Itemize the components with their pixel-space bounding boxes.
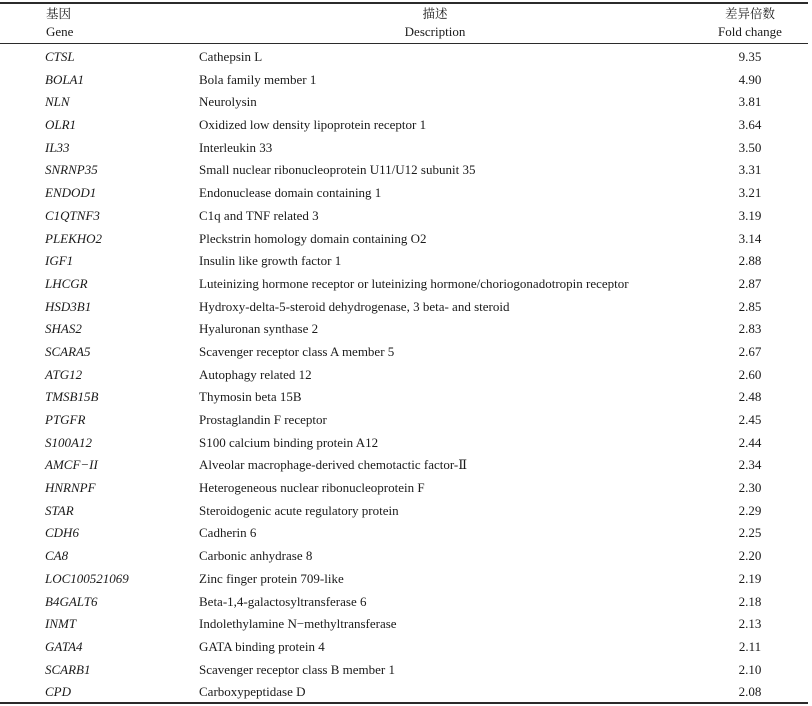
header-description-en: Description [404,24,466,39]
table-row [0,205,808,228]
gene-description: C1q and TNF related 3 [199,207,319,223]
header-fold-change [700,5,800,41]
bottom-rule [0,702,808,704]
table-row [0,545,808,568]
header-gene-zh: 基因 [46,6,72,21]
top-rule [0,2,808,4]
table-row [0,228,808,251]
gene-symbol: IL33 [45,139,70,155]
table-row [0,46,808,69]
table-row [0,273,808,296]
gene-symbol: PLEKHO2 [45,230,103,246]
gene-description: Zinc finger protein 709-like [199,570,344,586]
gene-symbol: SCARA5 [45,343,91,359]
gene-description: Scavenger receptor class A member 5 [199,343,395,359]
table-row [0,409,808,432]
gene-description: Prostaglandin F receptor [199,412,327,427]
fold-change-value: 2.20 [738,548,762,564]
gene-symbol: ATG12 [45,366,83,382]
gene-symbol: SHAS2 [45,321,82,337]
gene-symbol: INMT [45,616,77,632]
fold-change-value: 3.31 [738,162,762,178]
fold-change-value: 2.25 [738,525,762,541]
fold-change-value: 2.10 [738,661,762,677]
header-description-zh: 描述 [422,6,448,21]
gene-description: Endonuclease domain containing 1 [199,185,382,201]
gene-symbol: CPD [45,684,71,700]
fold-change-value: 2.83 [738,321,762,337]
gene-symbol: NLN [45,94,70,110]
header-gene [4,5,104,41]
table-row [0,454,808,477]
fold-change-value: 2.67 [738,343,762,359]
table-row [0,386,808,409]
table-row [0,69,808,92]
gene-symbol: GATA4 [45,638,83,654]
gene-description: S100 calcium binding protein A12 [199,434,379,450]
table-row [0,500,808,523]
table-row [0,681,808,704]
table-row [0,364,808,387]
fold-change-value: 2.87 [738,275,762,291]
fold-change-value: 2.85 [738,298,762,314]
gene-description: Alveolar macrophage-derived chemotactic factor-Ⅱ [199,457,468,473]
table-row [0,636,808,659]
gene-symbol: SCARB1 [45,661,91,677]
gene-description: Beta-1,4-galactosyltransferase 6 [199,593,367,609]
table-row [0,432,808,455]
fold-change-value: 2.34 [738,457,762,473]
fold-change-value: 2.29 [738,502,762,518]
table-row [0,477,808,500]
gene-symbol: CDH6 [45,525,79,541]
gene-description: Thymosin beta 15B [199,389,302,405]
gene-description: GATA binding protein 4 [199,638,325,654]
gene-symbol: HSD3B1 [45,298,92,314]
gene-description: Hyaluronan synthase 2 [199,321,319,337]
gene-symbol: ENDOD1 [45,185,97,201]
gene-symbol: CTSL [45,49,75,64]
fold-change-value: 3.14 [738,230,762,246]
fold-change-value: 4.90 [738,71,762,87]
table-row [0,182,808,205]
header-fold-change-zh: 差异倍数 [724,6,775,21]
header-description [300,5,570,41]
table-row [0,659,808,682]
gene-symbol: S100A12 [45,434,92,450]
table-row [0,159,808,182]
fold-change-value: 2.60 [738,366,762,382]
fold-change-value: 2.30 [738,480,762,496]
fold-change-value: 2.08 [738,684,762,700]
header-fold-change-en: Fold change [718,24,782,39]
gene-description: Autophagy related 12 [199,366,312,382]
gene-description: Interleukin 33 [199,139,273,155]
gene-description: Scavenger receptor class B member 1 [199,661,396,677]
fold-change-value: 2.88 [738,253,762,269]
gene-symbol: CA8 [45,548,69,564]
gene-symbol: BOLA1 [45,71,84,87]
gene-description: Neurolysin [199,94,257,110]
table-row [0,114,808,137]
table-row [0,568,808,591]
fold-change-value: 2.13 [738,616,762,632]
gene-symbol: HNRNPF [45,480,96,496]
gene-description: Heterogeneous nuclear ribonucleoprotein F [199,480,425,496]
table-row [0,137,808,160]
header-gene-en: Gene [46,24,74,39]
gene-description: Small nuclear ribonucleoprotein U11/U12 subunit 35 [199,162,476,178]
gene-description: Indolethylamine N−methyltransferase [199,616,397,632]
gene-symbol: AMCF−II [45,457,98,473]
gene-symbol: LHCGR [45,275,88,291]
gene-symbol: IGF1 [45,253,74,269]
fold-change-value: 2.19 [738,570,762,586]
table-body [0,46,808,704]
gene-description: Steroidogenic acute regulatory protein [199,502,399,518]
fold-change-value: 3.21 [738,185,762,201]
gene-symbol: PTGFR [45,412,86,427]
gene-symbol: TMSB15B [45,389,99,405]
table-row [0,91,808,114]
gene-description: Carbonic anhydrase 8 [199,548,313,564]
gene-symbol: SNRNP35 [45,162,98,178]
table-row [0,591,808,614]
gene-symbol: OLR1 [45,117,77,133]
fold-change-value: 3.64 [738,117,762,133]
table-row [0,341,808,364]
table-row [0,318,808,341]
fold-change-value: 2.18 [738,593,762,609]
fold-change-value: 2.44 [738,434,762,450]
fold-change-value: 2.48 [738,389,762,405]
table-row [0,613,808,636]
fold-change-value: 3.81 [738,94,762,110]
table-row [0,250,808,273]
gene-description: Insulin like growth factor 1 [199,253,342,269]
gene-symbol: LOC100521069 [45,570,129,586]
fold-change-value: 2.11 [738,638,762,654]
gene-description: Carboxypeptidase D [199,684,306,700]
gene-description: Oxidized low density lipoprotein receptor 1 [199,117,427,133]
gene-symbol: B4GALT6 [45,593,98,609]
gene-description: Hydroxy-delta-5-steroid dehydrogenase, 3 beta- and steroid [199,298,510,314]
gene-description: Cathepsin L [199,49,263,64]
fold-change-value: 3.19 [738,207,762,223]
gene-description: Pleckstrin homology domain containing O2 [199,230,427,246]
fold-change-value: 9.35 [738,49,762,64]
table-row [0,522,808,545]
gene-symbol: C1QTNF3 [45,207,100,223]
gene-description: Bola family member 1 [199,71,317,87]
table-row [0,296,808,319]
header-rule [0,43,808,44]
fold-change-value: 3.50 [738,139,762,155]
gene-symbol: STAR [45,502,74,518]
gene-description: Luteinizing hormone receptor or luteinizing hormone/choriogonadotropin receptor [199,275,629,291]
fold-change-value: 2.45 [738,412,762,427]
gene-description: Cadherin 6 [199,525,257,541]
